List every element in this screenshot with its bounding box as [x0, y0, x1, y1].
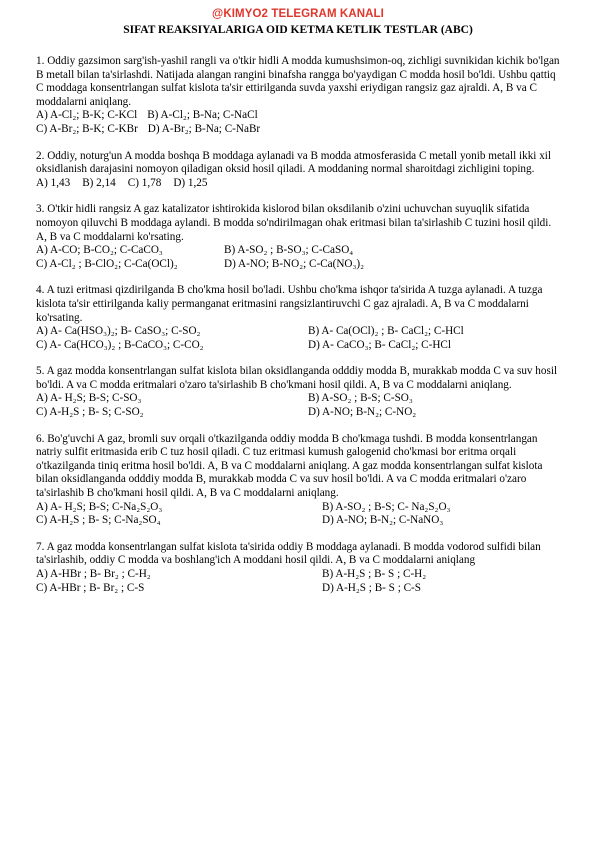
- option-b[interactable]: B) A-H₂S ; B- S ; C-H₂: [322, 568, 427, 580]
- options: [36, 392, 564, 419]
- document-title: SIFAT REAKSIYALARIGA OID KETMA KETLIK TESTLAR (ABC): [123, 24, 473, 36]
- question-text: 2. Oddiy, noturg'un A modda boshqa B moddaga aylanadi va B modda atmosferasida C metall yonib metall ikki xil oksidlanish darajasini nomoyon qiladigan oksid hosil qiladi. A moddaning normal sharoitdagi zichligini toping.: [36, 149, 552, 176]
- option-b[interactable]: B) 2,14: [82, 176, 116, 189]
- question-2: [36, 150, 564, 191]
- question-text: 6. Bo'g'uvchi A gaz, bromli suv orqali o'tkazilganda oddiy modda B cho'kmaga tushdi. B modda konsentrlangan natriy sulfit eritmasida erib C tuz hosil qiladi. C tuz eritmasi kumush galogenid cho'kmasi bor eritma orqali o'tkazilganda tiniq eritma hosil bo'ldi. A, B va C moddalarni aniqlang. A gaz modda konsentrlangan sulfat kislota bilan oksidlanganda odddiy modda B, murakkab modda C va suv hosil bo'ldi. A va C modda eritmalari o'zaro ta'sirlashib B cho'kmani hosil qildi. A, B va C moddalarni aniqlang.: [36, 432, 543, 500]
- option-d[interactable]: D) A-H₂S ; B- S ; C-S: [322, 581, 422, 594]
- option-d[interactable]: D) A-NO; B-N₂; C-NaNO₃: [322, 514, 444, 527]
- option-d[interactable]: D) A- CaCO₃; B- CaCl₂; C-HCl: [308, 338, 451, 351]
- option-a[interactable]: A) A- H₂S; B-S; C-Na₂S₂O₃: [36, 500, 163, 513]
- question-7: [36, 541, 564, 595]
- question-text: 1. Oddiy gazsimon sarg'ish-yashil rangli va o'tkir hidli A modda kumushsimon-oq, zichligi suvnikidan kichik bo'lgan B metall bilan ta'sirlashdi. Natijada alangan rangini binafsha rangga bo'yaydigan C modda hosil bo'ldi. Ushbu qattiq C moddaga konsentrlangan sulfat kislota ta'sir ettirilganda suvda yaxshi eriydigan rangsiz gaz ajraldi. A, B va C moddalarni aniqlang.: [36, 55, 560, 108]
- channel-header: @KIMYO2 TELEGRAM KANALI: [212, 8, 384, 20]
- option-c[interactable]: C) 1,78: [127, 176, 162, 189]
- option-c[interactable]: C) A-Br₂; B-K; C-KBr: [36, 122, 138, 135]
- question-4: [36, 284, 564, 352]
- option-b[interactable]: B) A-SO₂ ; B-SO₃; C-CaSO₄: [224, 244, 354, 257]
- option-b[interactable]: B) A-SO₂ ; B-S; C-SO₃: [308, 392, 413, 405]
- option-c[interactable]: C) A-HBr ; B- Br₂ ; C-S: [36, 581, 145, 594]
- option-a[interactable]: A) 1,43: [36, 176, 71, 189]
- question-3: [36, 203, 564, 271]
- options: [36, 501, 564, 528]
- option-c[interactable]: C) A-Cl₂ ; B-ClO₂; C-Ca(OCl)₂: [36, 257, 178, 270]
- option-b[interactable]: B) A- Ca(OCl)₂ ; B- CaCl₂; C-HCl: [308, 325, 464, 338]
- question-6: [36, 433, 564, 528]
- option-c[interactable]: C) A-H₂S ; B- S; C-Na₂SO₄: [36, 514, 161, 527]
- option-d[interactable]: D) A-NO; B-NO₂; C-Ca(NO₃)₂: [224, 257, 365, 270]
- options: [36, 325, 564, 352]
- option-d[interactable]: D) A-Br₂; B-Na; C-NaBr: [147, 122, 261, 135]
- question-text: 7. A gaz modda konsentrlangan sulfat kislota ta'sirida oddiy B moddaga aylanadi. B modda vodorod sulfidi bilan ta'sirlashib, oddiy C modda va boshlang'ich A moddani hosil qildi. A, B va C moddalarni aniqlang: [36, 540, 541, 567]
- option-b[interactable]: B) A-Cl₂; B-Na; C-NaCl: [147, 109, 258, 122]
- options: [36, 568, 564, 595]
- question-1: [36, 55, 564, 137]
- option-a[interactable]: A) A-HBr ; B- Br₂ ; C-H₂: [36, 568, 151, 580]
- option-a[interactable]: A) A-Cl₂; B-K; C-KCl: [36, 109, 138, 122]
- options: [36, 244, 564, 271]
- question-text: 5. A gaz modda konsentrlangan sulfat kislota bilan oksidlanganda odddiy modda B, murakkab modda C va suv hosil bo'ldi. A va C modda eritmalari o'zaro ta'sirlashib B cho'kmani hosil qildi. A, B va C moddalarni aniqlang.: [36, 365, 558, 391]
- option-b[interactable]: B) A-SO₂ ; B-S; C- Na₂S₂O₃: [322, 500, 451, 513]
- option-d[interactable]: D) A-NO; B-N₂; C-NO₂: [308, 406, 417, 419]
- options: [36, 177, 564, 191]
- question-5: [36, 365, 564, 419]
- options: [36, 109, 564, 136]
- option-c[interactable]: C) A-H₂S ; B- S; C-SO₂: [36, 406, 144, 419]
- option-a[interactable]: A) A- Ca(HSO₃)₂; B- CaSO₃; C-SO₂: [36, 325, 201, 338]
- question-text: 4. A tuzi eritmasi qizdirilganda B cho'kma hosil bo'ladi. Ushbu cho'kma ishqor ta'sirida A tuzga aylanadi. A tuzga kislota ta'sir ettirilganda kaliy permanganat eritmasini rangsizlantiruvchi C gaz ajraladi. A, B va C moddalarni ko'rsating.: [36, 284, 543, 324]
- option-a[interactable]: A) A-CO; B-CO₂; C-CaCO₃: [36, 244, 163, 257]
- option-c[interactable]: C) A- Ca(HCO₃)₂ ; B-CaCO₃; C-CO₂: [36, 338, 204, 351]
- questions-list: [36, 55, 564, 608]
- question-text: 3. O'tkir hidli rangsiz A gaz katalizator ishtirokida kislorod bilan oksdilanib o'zini uchuvchan suyuqlik sifatida nomoyon qiluvchi B moddaga aylandi. B modda so'ndirilmagan ohak eritmasi bilan ta'sirlashib C tuzini hosil qildi. A, B va C moddalarni ko'rsating.: [36, 203, 552, 243]
- option-d[interactable]: D) 1,25: [173, 176, 208, 189]
- option-a[interactable]: A) A- H₂S; B-S; C-SO₃: [36, 392, 142, 405]
